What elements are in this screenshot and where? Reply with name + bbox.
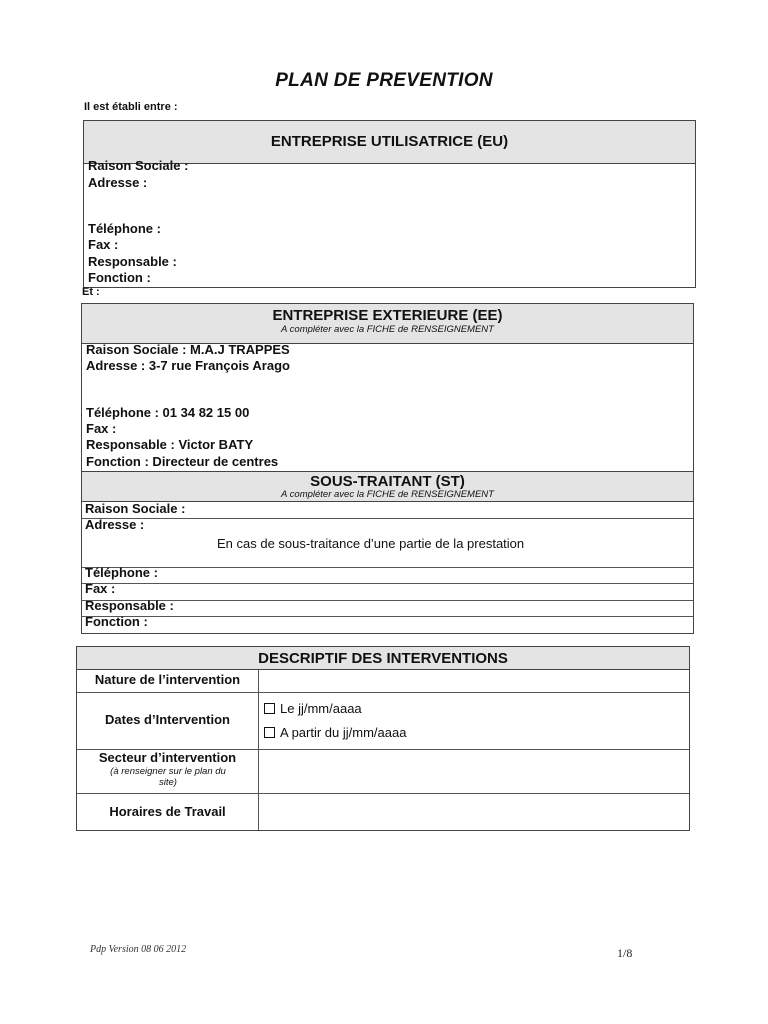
ee-fax: Fax : — [86, 421, 117, 436]
interventions-header — [77, 647, 689, 670]
st-fonction-label: Fonction : — [85, 614, 148, 629]
ee-header — [82, 304, 693, 344]
row-divider — [77, 692, 689, 693]
st-divider — [82, 567, 693, 568]
ee-header-title: ENTREPRISE EXTERIEURE (EE) — [272, 307, 503, 324]
st-telephone-label: Téléphone : — [85, 565, 158, 580]
page-title: PLAN DE PREVENTION — [275, 70, 493, 91]
checkbox-icon[interactable] — [264, 703, 275, 714]
ee-header-subtitle: A compléter avec la FICHE de RENSEIGNEMENT — [281, 324, 494, 335]
option-from-date[interactable] — [264, 725, 406, 740]
eu-adresse-label: Adresse : — [88, 175, 148, 190]
nature-label: Nature de l’intervention — [94, 672, 241, 687]
eu-raison-sociale-label: Raison Sociale : — [88, 158, 189, 173]
footer-version: Pdp Version 08 06 2012 — [90, 944, 187, 955]
st-note: En cas de sous-traitance d’une partie de la prestation — [217, 536, 525, 551]
st-header-subtitle: A compléter avec la FICHE de RENSEIGNEMENT — [281, 489, 494, 500]
secteur-label: Secteur d’intervention — [98, 750, 237, 765]
ee-adresse: Adresse : 3-7 rue François Arago — [86, 358, 290, 373]
dates-label: Dates d’Intervention — [105, 712, 230, 727]
option-from-date-label: A partir du jj/mm/aaaa — [280, 725, 407, 740]
intro-text: Il est établi entre : — [84, 101, 178, 113]
eu-fonction-label: Fonction : — [88, 270, 151, 285]
ee-responsable: Responsable : Victor BATY — [86, 437, 254, 452]
ee-fonction: Fonction : Directeur de centres — [86, 454, 279, 469]
checkbox-icon[interactable] — [264, 727, 275, 738]
st-header-title: SOUS-TRAITANT (ST) — [310, 473, 465, 490]
interventions-table — [76, 646, 690, 831]
option-single-date-label: Le jj/mm/aaaa — [280, 701, 362, 716]
interventions-header-title: DESCRIPTIF DES INTERVENTIONS — [258, 650, 508, 667]
ee-raison-sociale: Raison Sociale : M.A.J TRAPPES — [86, 342, 290, 357]
st-adresse-label: Adresse : — [85, 517, 145, 532]
eu-header-title: ENTREPRISE UTILISATRICE (EU) — [270, 133, 509, 150]
row-divider — [77, 793, 689, 794]
st-fax-label: Fax : — [85, 581, 116, 596]
eu-responsable-label: Responsable : — [88, 254, 177, 269]
et-text: Et : — [82, 286, 100, 298]
eu-fax-label: Fax : — [88, 237, 119, 252]
st-divider — [82, 518, 693, 519]
secteur-note: (à renseigner sur le plan du site) — [110, 766, 226, 788]
st-raison-sociale-label: Raison Sociale : — [85, 501, 186, 516]
ee-telephone: Téléphone : 01 34 82 15 00 — [86, 405, 250, 420]
horaires-label: Horaires de Travail — [109, 804, 226, 819]
option-single-date[interactable] — [264, 701, 362, 716]
st-responsable-label: Responsable : — [85, 598, 174, 613]
st-header — [82, 471, 693, 502]
st-divider — [82, 616, 693, 617]
page-number: 1/8 — [617, 946, 633, 960]
eu-telephone-label: Téléphone : — [88, 221, 161, 236]
column-divider — [258, 670, 259, 830]
eu-section — [83, 120, 696, 288]
ee-st-section — [81, 303, 694, 634]
st-divider — [82, 583, 693, 584]
